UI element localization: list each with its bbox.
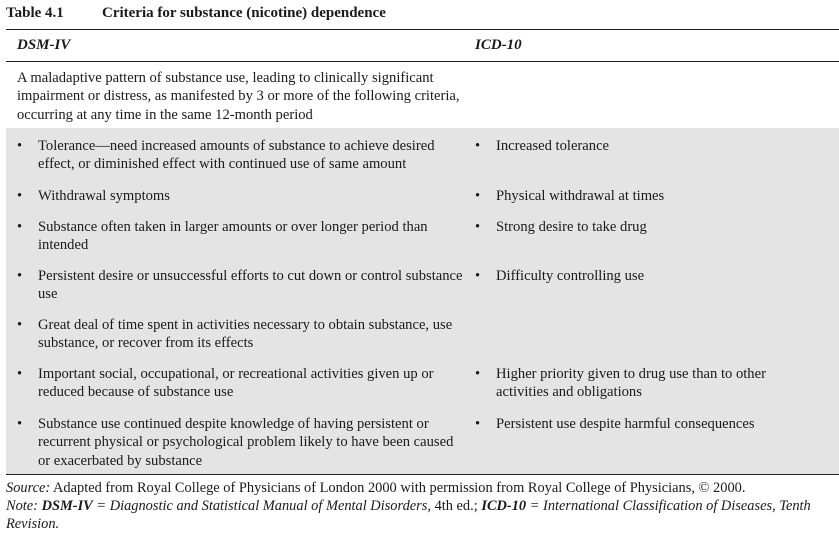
table-footnote: [6, 479, 831, 534]
note-abbr-dsm: DSM-IV: [41, 498, 93, 515]
bullet: •: [475, 138, 481, 154]
note-label: Note:: [6, 498, 38, 515]
icd-criterion-text: Higher priority given to drug use than to other activities and obligations: [496, 366, 766, 401]
icd-criterion-text: Increased tolerance: [496, 138, 610, 154]
bullet: •: [475, 219, 481, 235]
bullet: •: [475, 416, 481, 432]
bullet: •: [475, 268, 481, 284]
bullet: •: [17, 416, 23, 432]
bullet: •: [17, 317, 23, 333]
icd-criterion: [475, 415, 805, 433]
top-rule: [6, 29, 839, 30]
dsm-criterion: [17, 316, 467, 353]
bullet: •: [17, 188, 23, 204]
bullet: •: [17, 268, 23, 284]
dsm-criterion: [17, 187, 467, 205]
table-caption: Criteria for substance (nicotine) dependence: [102, 5, 386, 21]
icd-criterion: [475, 187, 805, 205]
dsm-criterion-text: Tolerance—need increased amounts of substance to achieve desired effect, or diminished effect with continued use of same amount: [38, 138, 435, 173]
table-number: Table 4.1: [6, 5, 64, 21]
note-edition: 4th ed.;: [434, 498, 478, 515]
icd-criterion-text: Physical withdrawal at times: [496, 188, 665, 204]
dsm-criterion-text: Great deal of time spent in activities necessary to obtain substance, use substance, or recover from its effects: [38, 317, 453, 352]
dsm-criterion-text: Important social, occupational, or recreational activities given up or reduced because of substance use: [38, 366, 434, 401]
icd-criterion-text: Strong desire to take drug: [496, 219, 647, 235]
dsm-criterion-text: Substance often taken in larger amounts or over longer period than intended: [38, 219, 428, 254]
dsm-criterion: [17, 415, 467, 470]
bullet: •: [17, 219, 23, 235]
dsm-criterion: [17, 267, 467, 304]
note-abbr-icd: ICD-10: [481, 498, 527, 515]
icd-criterion: [475, 365, 805, 402]
bottom-rule: [6, 474, 839, 475]
dsm-criterion-text: Persistent desire or unsuccessful efforts to cut down or control substance use: [38, 268, 463, 303]
note-def-icd: = International Classification of Diseases, Tenth Revision.: [6, 498, 811, 533]
icd-criterion-text: Difficulty controlling use: [496, 268, 645, 284]
dsm-criterion: [17, 365, 467, 402]
dsm-criterion: [17, 137, 467, 174]
column-header-icd: ICD-10: [475, 37, 522, 53]
bullet: •: [475, 188, 481, 204]
icd-criterion: [475, 218, 805, 236]
dsm-criterion-text: Withdrawal symptoms: [38, 188, 170, 204]
note-line: [6, 497, 831, 533]
dsm-criterion-text: Substance use continued despite knowledge of having persistent or recurrent physical or psychological problem likely to have been caused or exacerbated by substance: [38, 416, 454, 469]
dsm-criterion: [17, 218, 467, 255]
icd-criterion-text: Persistent use despite harmful consequences: [496, 416, 755, 432]
bullet: •: [17, 366, 23, 382]
source-line: [6, 479, 831, 497]
bullet: •: [17, 138, 23, 154]
source-label: Source:: [6, 480, 51, 496]
icd-criterion: [475, 137, 805, 155]
header-rule: [6, 61, 839, 62]
icd-criterion: [475, 267, 805, 285]
bullet: •: [475, 366, 481, 382]
table-title: [6, 5, 386, 22]
note-def-dsm: = Diagnostic and Statistical Manual of Mental Disorders,: [96, 498, 431, 515]
intro-text: A maladaptive pattern of substance use, leading to clinically significant impairment or distress, as manifested by 3 or more of the following criteria, occurring at any time in the same 12-month period: [17, 70, 460, 123]
source-text: Adapted from Royal College of Physicians of London 2000 with permission from Royal College of Physicians, © 2000.: [53, 480, 746, 496]
column-header-dsm: DSM-IV: [17, 37, 71, 53]
